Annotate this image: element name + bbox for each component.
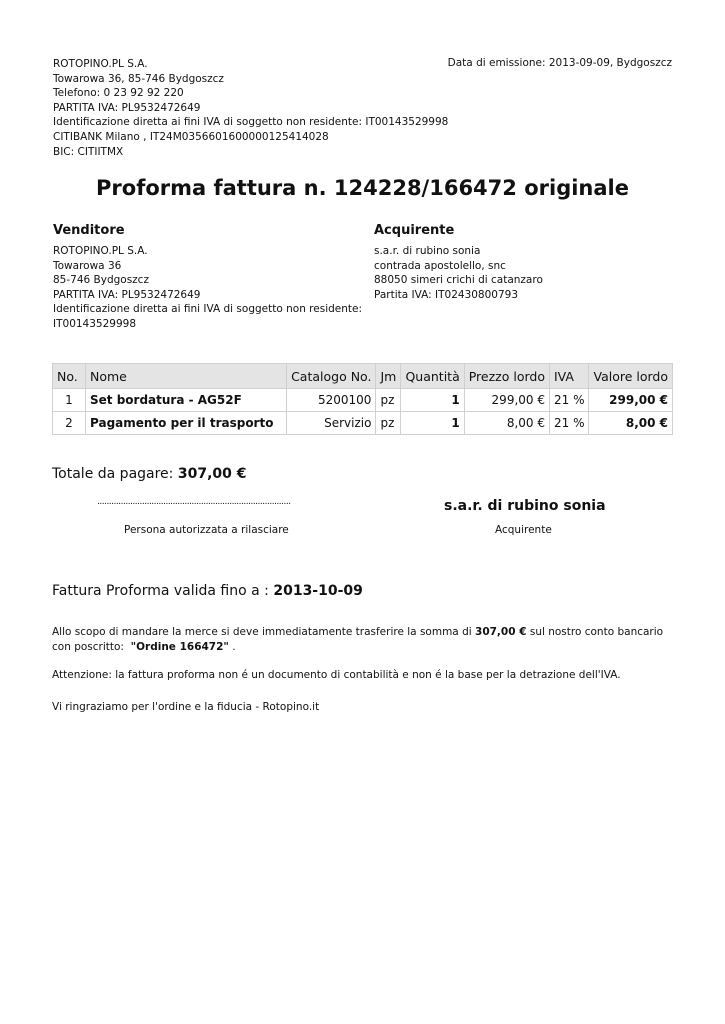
cell-value: 299,00 € (589, 389, 673, 412)
table-header-row (53, 364, 673, 389)
buyer-line: 88050 simeri crichi di catanzaro (374, 274, 543, 287)
payment-note (52, 625, 682, 655)
cell-unit: pz (376, 412, 401, 435)
authorized-person-label: Persona autorizzata a rilasciare (124, 524, 289, 536)
table-row (53, 412, 673, 435)
table-row (53, 389, 673, 412)
col-header-price: Prezzo lordo (464, 364, 549, 389)
seller-line: Identificazione diretta ai fini IVA di soggetto non residente: (53, 303, 363, 316)
cell-vat: 21 % (549, 389, 589, 412)
buyer-line: contrada apostolello, snc (374, 259, 506, 272)
seller-heading: Venditore (53, 223, 125, 238)
total-line (52, 466, 246, 482)
issuer-line: Towarowa 36, 85-746 Bydgoszcz (53, 72, 224, 85)
payment-note-pre: Allo scopo di mandare la merce si deve immediatamente trasferire la somma di (52, 626, 472, 638)
cell-quantity: 1 (401, 389, 464, 412)
issuer-line: BIC: CITIITMX (53, 145, 124, 158)
cell-name: Pagamento per il trasporto (86, 412, 287, 435)
col-header-vat: IVA (549, 364, 589, 389)
cell-unit: pz (376, 389, 401, 412)
seller-line: IT00143529998 (53, 317, 136, 330)
cell-no: 2 (53, 412, 86, 435)
issuer-line: CITIBANK Milano , IT24M0356601600000125414028 (53, 130, 329, 143)
cell-price: 299,00 € (464, 389, 549, 412)
attention-note: Attenzione: la fattura proforma non é un documento di contabilità e non é la base per la detrazione dell'IVA. (52, 669, 621, 681)
col-header-value: Valore lordo (589, 364, 673, 389)
payment-note-post: . (232, 641, 236, 653)
buyer-line: Partita IVA: IT02430800793 (374, 288, 519, 301)
total-label: Totale da pagare: (52, 466, 174, 482)
cell-catalog: Servizio (287, 412, 376, 435)
items-table (52, 363, 673, 435)
cell-name: Set bordatura - AG52F (86, 389, 287, 412)
buyer-block (374, 244, 674, 302)
col-header-catalog: Catalogo No. (287, 364, 376, 389)
total-value: 307,00 € (177, 466, 247, 482)
document-title: Proforma fattura n. 124228/166472 originale (96, 176, 629, 200)
issuer-line: Telefono: 0 23 92 92 220 (53, 87, 184, 100)
issuer-line: ROTOPINO.PL S.A. (53, 58, 148, 70)
issuer-line: PARTITA IVA: PL9532472649 (53, 101, 201, 114)
seller-line: ROTOPINO.PL S.A. (53, 245, 148, 257)
validity-date: 2013-10-09 (273, 583, 363, 599)
seller-line: Towarowa 36 (53, 259, 122, 272)
seller-line: PARTITA IVA: PL9532472649 (53, 288, 201, 301)
buyer-role-label: Acquirente (495, 524, 552, 536)
col-header-name: Nome (86, 364, 287, 389)
cell-value: 8,00 € (589, 412, 673, 435)
issuer-line: Identificazione diretta ai fini IVA di soggetto non residente: IT00143529998 (53, 116, 449, 129)
col-header-no: No. (53, 364, 86, 389)
payment-note-reference: "Ordine 166472" (130, 641, 229, 653)
buyer-signature-name: s.a.r. di rubino sonia (444, 498, 606, 514)
buyer-heading: Acquirente (374, 223, 455, 238)
signature-line: .................................................................................. (97, 497, 291, 507)
issue-date: Data di emissione: 2013-09-09, Bydgoszcz (447, 57, 672, 69)
col-header-unit: Jm (376, 364, 401, 389)
cell-no: 1 (53, 389, 86, 412)
seller-block (53, 244, 363, 332)
col-header-quantity: Quantità (401, 364, 464, 389)
payment-note-amount: 307,00 € (475, 626, 527, 638)
buyer-line: s.a.r. di rubino sonia (374, 245, 481, 257)
thanks-note: Vi ringraziamo per l'ordine e la fiducia - Rotopino.it (52, 701, 320, 713)
validity-line (52, 583, 363, 599)
payment-note-mid: sul nostro conto bancario con poscritto: (52, 626, 664, 653)
cell-vat: 21 % (549, 412, 589, 435)
seller-line: 85-746 Bydgoszcz (53, 274, 149, 287)
cell-price: 8,00 € (464, 412, 549, 435)
validity-label: Fattura Proforma valida fino a : (52, 583, 269, 599)
cell-catalog: 5200100 (287, 389, 376, 412)
cell-quantity: 1 (401, 412, 464, 435)
issuer-block (53, 57, 448, 159)
